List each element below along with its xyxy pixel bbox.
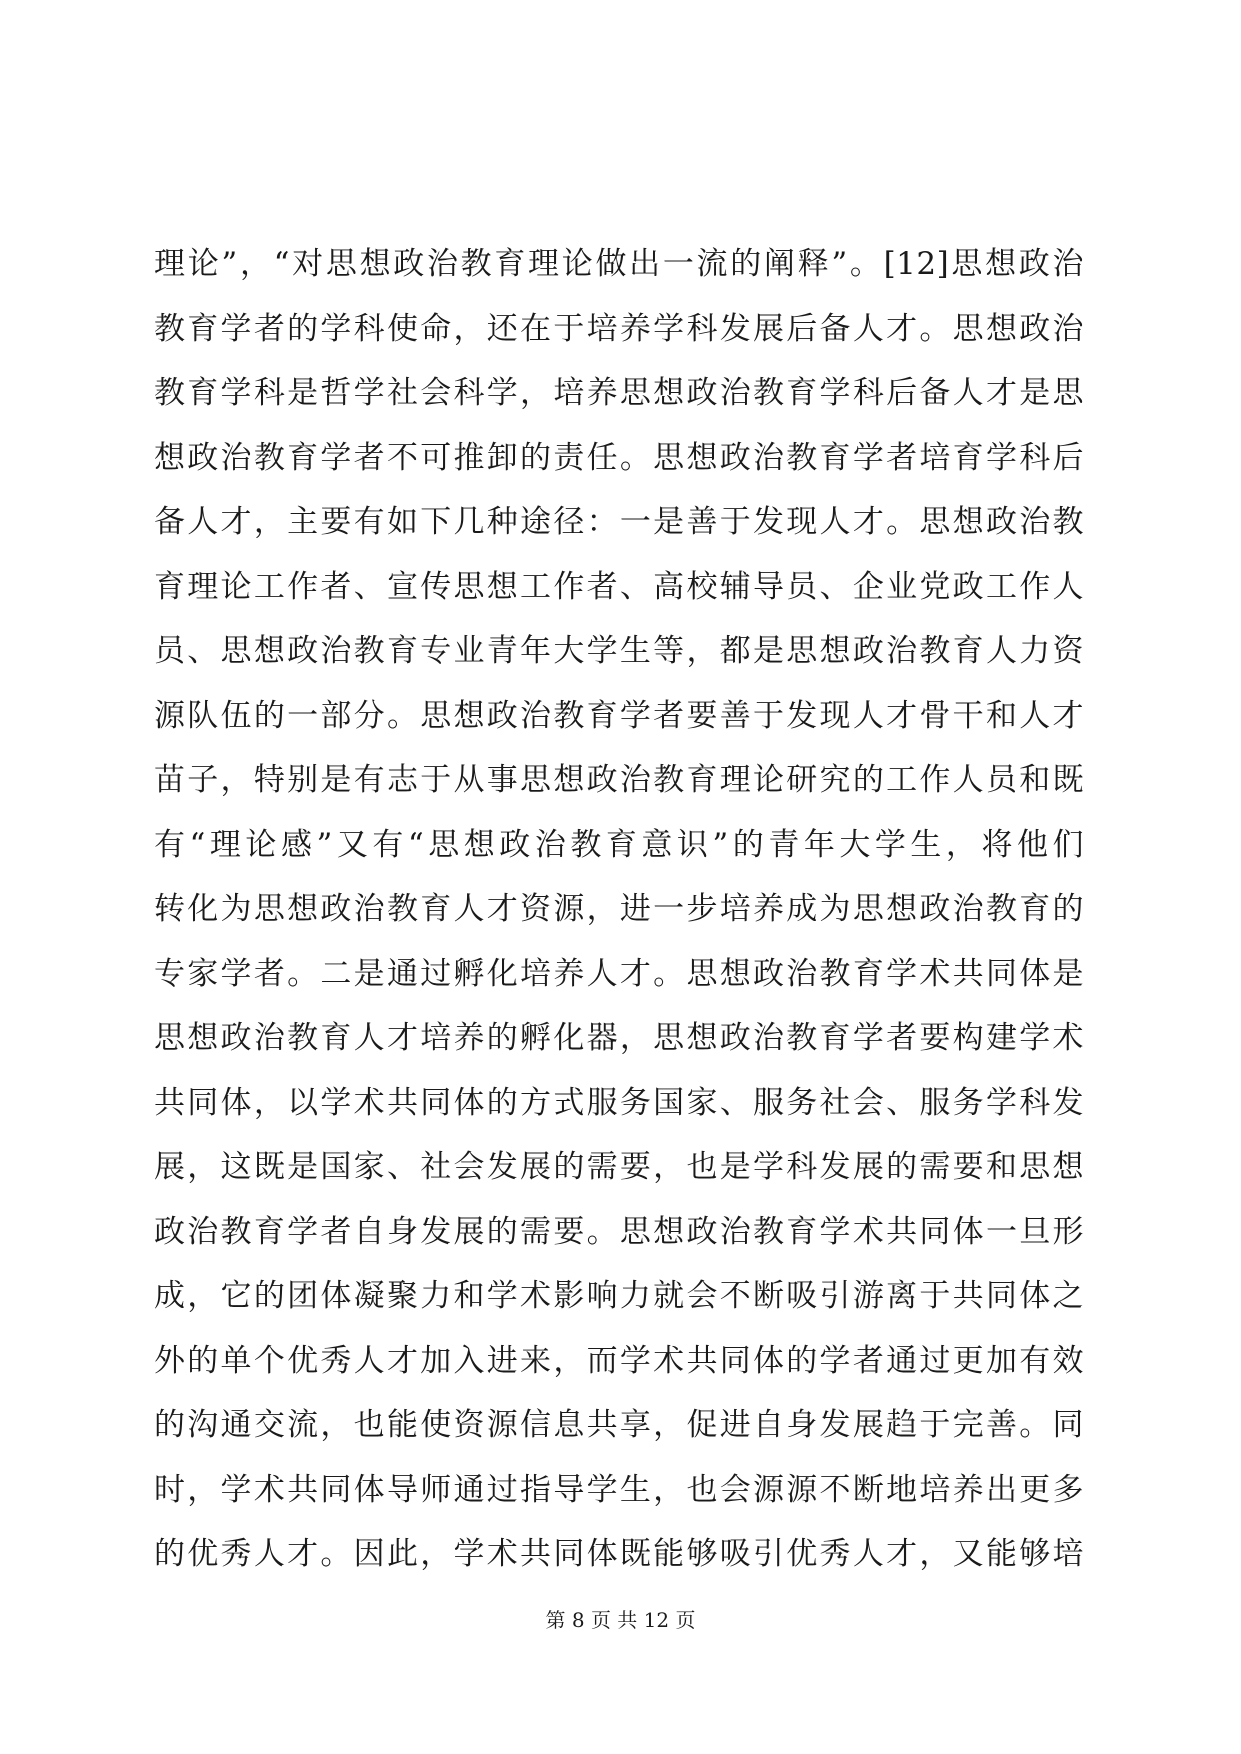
- text-line: 苗子，特别是有志于从事思想政治教育理论研究的工作人员和既: [154, 762, 1084, 798]
- text-line: 教育学者的学科使命，还在于培养学科发展后备人才。思想政治: [154, 310, 1084, 347]
- text-line: 的优秀人才。因此，学术共同体既能够吸引优秀人才，又能够培: [154, 1536, 1084, 1572]
- text-line: 理论”，“对思想政治教育理论做出一流的阐释”。[12]思想政治: [154, 246, 1084, 282]
- text-line: 成，它的团体凝聚力和学术影响力就会不断吸引游离于共同体之: [154, 1278, 1084, 1314]
- text-line: 展，这既是国家、社会发展的需要，也是学科发展的需要和思想: [154, 1149, 1084, 1185]
- text-line: 有“理论感”又有“思想政治教育意识”的青年大学生，将他们: [154, 826, 1084, 863]
- text-line: 员、思想政治教育专业青年大学生等，都是思想政治教育人力资: [154, 633, 1084, 669]
- text-line: 思想政治教育人才培养的孵化器，思想政治教育学者要构建学术: [154, 1020, 1084, 1056]
- text-line: 转化为思想政治教育人才资源，进一步培养成为思想政治教育的: [154, 891, 1084, 927]
- text-line: 教育学科是哲学社会科学，培养思想政治教育学科后备人才是思: [154, 375, 1084, 411]
- text-line: 时，学术共同体导师通过指导学生，也会源源不断地培养出更多: [154, 1471, 1084, 1508]
- page-footer: 第 8 页 共 12 页: [545, 1608, 696, 1632]
- text-line: 育理论工作者、宣传思想工作者、高校辅导员、企业党政工作人: [154, 568, 1084, 605]
- text-line: 想政治教育学者不可推卸的责任。思想政治教育学者培育学科后: [154, 439, 1084, 476]
- text-line: 源队伍的一部分。思想政治教育学者要善于发现人才骨干和人才: [154, 697, 1084, 734]
- text-line: 专家学者。二是通过孵化培养人才。思想政治教育学术共同体是: [154, 955, 1084, 992]
- text-line: 的沟通交流，也能使资源信息共享，促进自身发展趋于完善。同: [154, 1407, 1084, 1443]
- text-line: 共同体，以学术共同体的方式服务国家、服务社会、服务学科发: [154, 1084, 1084, 1121]
- body-text: [154, 232, 1084, 1587]
- text-line: 外的单个优秀人才加入进来，而学术共同体的学者通过更加有效: [154, 1342, 1084, 1379]
- text-line: 备人才，主要有如下几种途径：一是善于发现人才。思想政治教: [154, 504, 1084, 540]
- text-line: 政治教育学者自身发展的需要。思想政治教育学术共同体一旦形: [154, 1213, 1084, 1250]
